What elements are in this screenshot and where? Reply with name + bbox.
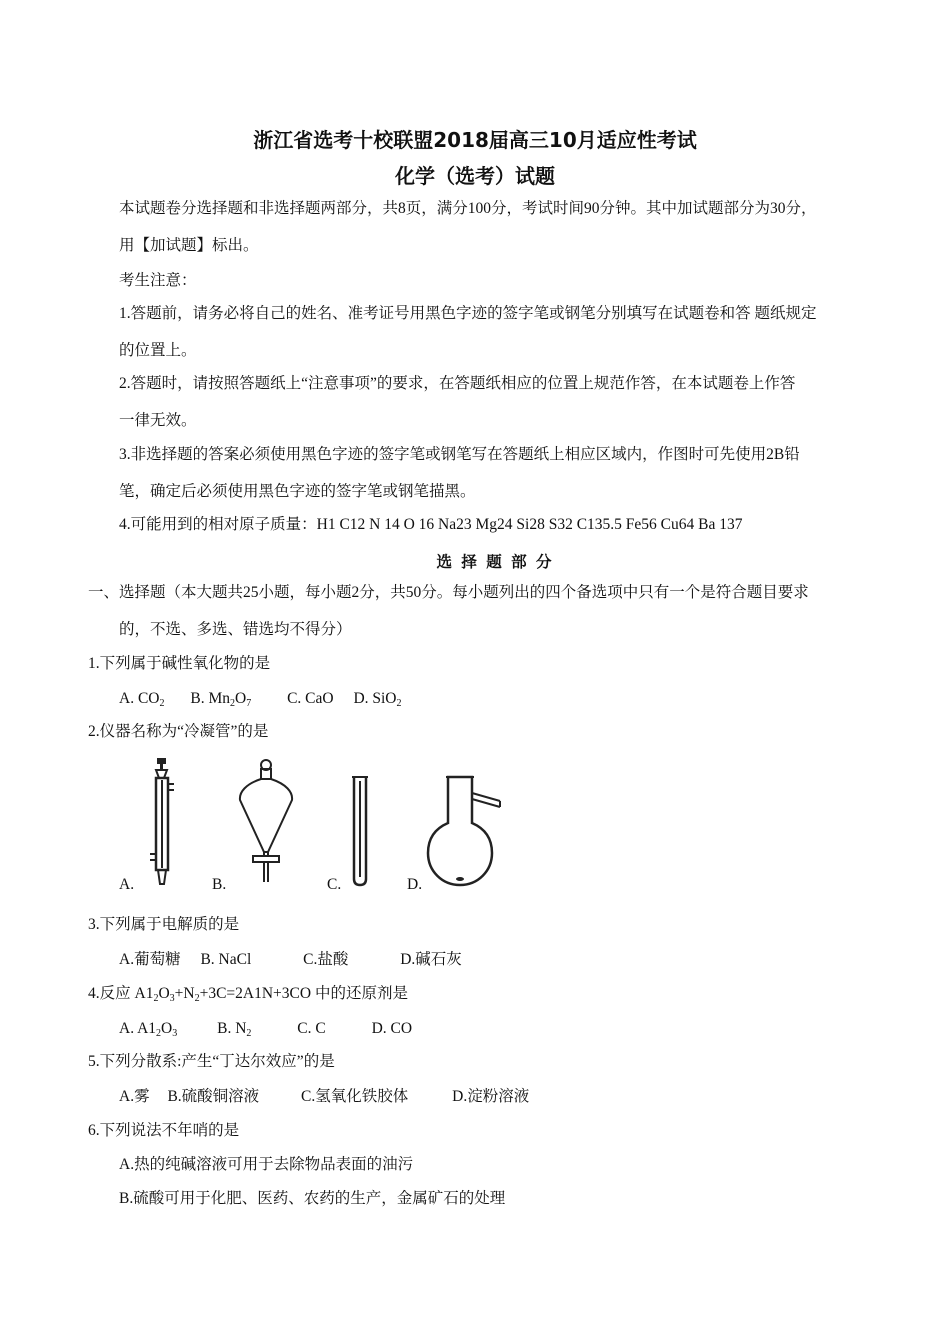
q3-option-a: A.葡萄糖 xyxy=(119,951,181,968)
q5-option-a: A.雾 xyxy=(119,1088,150,1105)
q6-stem: 6.下列说法不年哨的是 xyxy=(88,1122,240,1139)
q2-stem: 2.仪器名称为“冷凝管”的是 xyxy=(88,723,269,740)
notice-4: 4.可能用到的相对原子质量：H1 C12 N 14 O 16 Na23 Mg24 Si28 S32 C135.5 Fe56 Cu64 Ba 137 xyxy=(119,516,743,533)
q3-stem: 3.下列属于电解质的是 xyxy=(88,916,240,933)
part-instructions-b: 的，不选、多选、错选均不得分） xyxy=(119,621,352,638)
q1-option-d: D. SiO$_2$ xyxy=(353,690,402,709)
part-instructions-a: 一、选择题（本大题共25小题，每小题2分，共50分。每小题列出的四个备选项中只有一个是符合题目要求 xyxy=(88,584,809,601)
q4-option-c: C. C xyxy=(297,1020,326,1037)
q1-option-c: C. CaO xyxy=(287,690,334,707)
exam-subtitle: 化学（选考）试题 xyxy=(395,164,555,188)
notice-3a: 3.非选择题的答案必须使用黑色字迹的签字笔或钢笔写在答题纸上相应区域内，作图时可先使用2B铅 xyxy=(119,446,800,463)
notice-3b: 笔，确定后必须使用黑色字迹的签字笔或钢笔描黑。 xyxy=(119,483,476,500)
q5-option-d: D.淀粉溶液 xyxy=(452,1088,530,1105)
test-tube-figure xyxy=(350,775,370,887)
q3-options xyxy=(119,950,462,970)
section-title: 选 择 题 部 分 xyxy=(436,553,554,571)
q4-stem: 4.反应 $A1_2O_3+N_2+3C=2A1N+3CO$ 中的还原剂是 xyxy=(88,985,408,1004)
q4-option-a: A. $A1_2O_3$ xyxy=(119,1020,178,1039)
distillation-flask-figure xyxy=(426,775,506,890)
q3-option-b: B. NaCl xyxy=(200,951,252,968)
q1-stem: 1.下列属于碱性氧化物的是 xyxy=(88,655,271,672)
q2-option-b: B. xyxy=(212,876,227,893)
q3-option-d: D.碱石灰 xyxy=(400,951,462,968)
intro-line-2: 用【加试题】标出。 xyxy=(119,237,259,254)
q5-option-b: B.硫酸铜溶液 xyxy=(167,1088,260,1105)
notice-1a: 1.答题前，请务必将自己的姓名、准考证号用黑色字迹的签字笔或钢笔分别填写在试题卷和答 题纸规定 xyxy=(119,305,817,322)
separatory-funnel-figure xyxy=(236,758,296,884)
q6-option-b: B.硫酸可用于化肥、医药、农药的生产，金属矿石的处理 xyxy=(119,1190,506,1207)
condenser-tube-figure xyxy=(148,758,188,890)
q3-option-c: C.盐酸 xyxy=(303,951,349,968)
q5-stem: 5.下列分散系:产生“丁达尔效应”的是 xyxy=(88,1053,335,1070)
exam-title: 浙江省选考十校联盟2018届高三10月适应性考试 xyxy=(253,128,697,152)
q5-options xyxy=(119,1087,529,1107)
q2-option-a: A. xyxy=(119,876,135,893)
q2-option-c: C. xyxy=(327,876,342,893)
q1-option-b: B. $Mn_2O_7$ xyxy=(190,690,252,709)
notice-2b: 一律无效。 xyxy=(119,412,197,429)
notice-1b: 的位置上。 xyxy=(119,342,197,359)
q1-option-a: A. $CO_2$ xyxy=(119,690,165,709)
q4-options xyxy=(119,1019,412,1039)
q4-option-b: B. $N_2$ xyxy=(217,1020,252,1039)
notice-2a: 2.答题时，请按照答题纸上“注意事项”的要求，在答题纸相应的位置上规范作答，在本试题卷上作答 xyxy=(119,375,796,392)
q2-option-d: D. xyxy=(407,876,423,893)
q5-option-c: C.氢氧化铁胶体 xyxy=(301,1088,409,1105)
q4-option-d: D. CO xyxy=(371,1020,413,1037)
intro-line-1: 本试题卷分选择题和非选择题两部分，共8页，满分100分，考试时间90分钟。其中加试题部分为30分， xyxy=(119,200,817,217)
q1-options xyxy=(119,689,402,709)
notice-label: 考生注意： xyxy=(119,272,197,289)
q6-option-a: A.热的纯碱溶液可用于去除物品表面的油污 xyxy=(119,1156,414,1173)
